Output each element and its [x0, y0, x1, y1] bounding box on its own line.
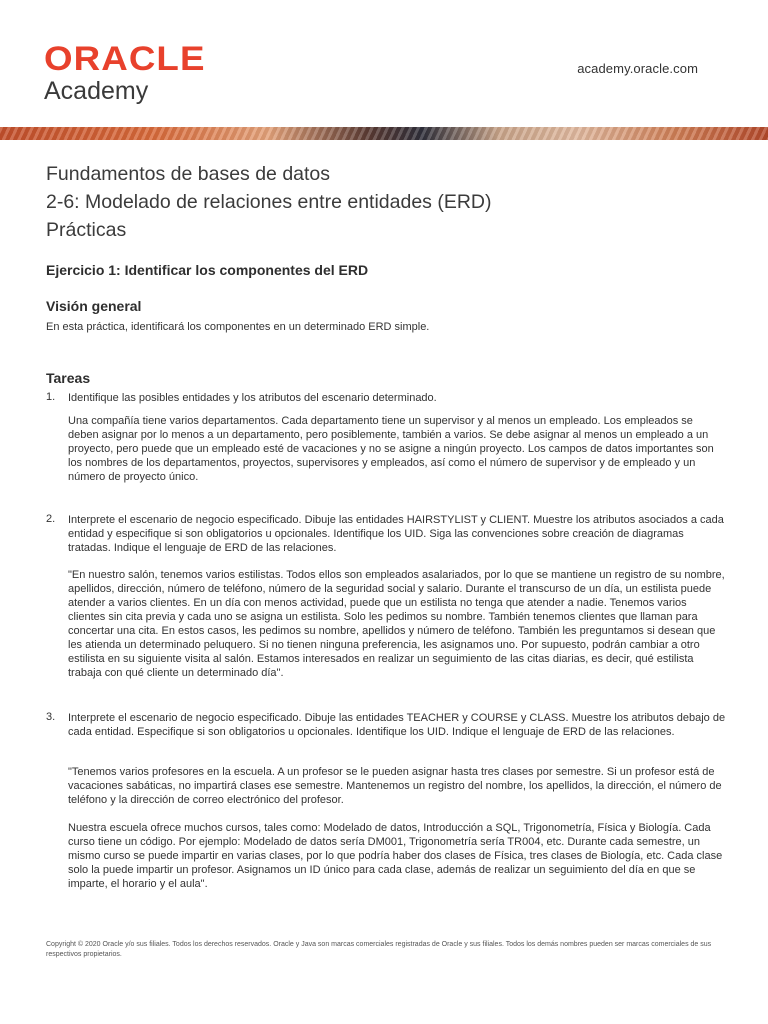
task-item-3	[46, 711, 726, 891]
site-url[interactable]: academy.oracle.com	[577, 61, 698, 76]
task-scenario-continued: Nuestra escuela ofrece muchos cursos, tales como: Modelado de datos, Introducción a SQL, Trigonometría, Física y Biología. Cada curso tiene un código. Por ejemplo: Modelado de datos sería DM001, Trigonometría sería TR004, etc. Durante cada semestre, un mismo curso se puede impartir en varias clases, por lo que podría haber dos clases de Física, tres clases de Biología, etc. Cada clase solo la puede impartir un profesor. Asignamos un ID único para cada clase, además de realizar un seguimiento del día en que se imparte, el horario y el aula".	[68, 822, 723, 890]
oracle-wordmark: ORACLE	[44, 40, 206, 78]
task-item-1	[46, 391, 726, 484]
task-number: 1.	[46, 391, 56, 403]
document-titles	[46, 160, 492, 244]
tasks-heading: Tareas	[46, 370, 91, 386]
task-number: 2.	[46, 513, 56, 525]
decorative-banner	[0, 127, 768, 140]
exercise-heading: Ejercicio 1: Identificar los componentes del ERD	[46, 262, 369, 278]
section-title: Prácticas	[46, 219, 127, 241]
copyright-footer: Copyright © 2020 Oracle y/o sus filiales. Todos los derechos reservados. Oracle y Java son marcas comerciales registradas de Oracle y sus filiales. Todos los demás nombres pueden ser marcas comerciales de sus respectivos propietarios.	[46, 941, 712, 958]
course-title: Fundamentos de bases de datos	[46, 163, 331, 185]
task-number: 3.	[46, 711, 56, 723]
lesson-title: 2-6: Modelado de relaciones entre entidades (ERD)	[46, 191, 492, 213]
task-instruction: Interprete el escenario de negocio especificado. Dibuje las entidades TEACHER y COURSE y CLASS. Muestre los atributos debajo de cada entidad. Especifique si son obligatorios u opcionales. Identifique los UID. Indique el lenguaje de ERD de las relaciones.	[68, 712, 726, 738]
overview-heading: Visión general	[46, 298, 142, 314]
overview-text: En esta práctica, identificará los componentes en un determinado ERD simple.	[46, 321, 430, 333]
academy-wordmark: Academy	[44, 77, 149, 105]
task-scenario: Una compañía tiene varios departamentos. Cada departamento tiene un supervisor y al menos un empleado. Los empleados se deben asignar por lo menos a un departamento, pero posiblemente, también a varios. Se debe asignar al menos un empleado a un proyecto, pero puede que un empleado esté de vacaciones y no se asigne a ningún proyecto. Los campos de datos importantes son los nombres de los departamentos, proyectos, supervisores y empleados, así como el número de supervisor y de empleado y un número de proyecto único.	[68, 415, 714, 483]
task-item-2	[46, 513, 726, 680]
task-instruction: Identifique las posibles entidades y los atributos del escenario determinado.	[68, 392, 437, 404]
task-scenario: "En nuestro salón, tenemos varios estilistas. Todos ellos son empleados asalariados, por lo que se mantiene un registro de su nombre, apellidos, dirección, número de teléfono, número de la seguridad social y salario. Durante el transcurso de un día, un estilista puede atender a varios clientes. En un día con menos actividad, puede que un estilista no tenga que atender a nadie. Tenemos varios clientes sin cita previa y cada uno se asigna un estilista. Solo les pedimos su nombre. También tenemos clientes que llaman para concertar una cita. En estos casos, les pedimos su nombre, apellidos y número de teléfono. También les preguntamos si desean que les atienda un determinado peluquero. Si no tienen ninguna preferencia, les asignamos uno. Por supuesto, podrán cambiar a otro estilista en su siguiente visita al salón. Estamos interesados en realizar un seguimiento de las citas diarias, es decir, qué estilista trabaja con qué cliente un determinado día".	[68, 569, 725, 679]
task-instruction: Interprete el escenario de negocio especificado. Dibuje las entidades HAIRSTYLIST y CLIENT. Muestre los atributos asociados a cada entidad y especifique si son obligatorios u opcionales. Identifique los UID. Siga las convenciones sobre creación de diagramas tratadas. Indique el lenguaje de ERD de las relaciones.	[68, 514, 724, 554]
task-scenario: "Tenemos varios profesores en la escuela. A un profesor se le pueden asignar hasta tres clases por semestre. Si un profesor está de vacaciones sabáticas, no impartirá clases ese semestre. Mantenemos un registro del nombre, los apellidos, la dirección, el número de teléfono y la dirección de correo electrónico del profesor.	[68, 766, 722, 806]
oracle-academy-logo	[44, 40, 206, 105]
